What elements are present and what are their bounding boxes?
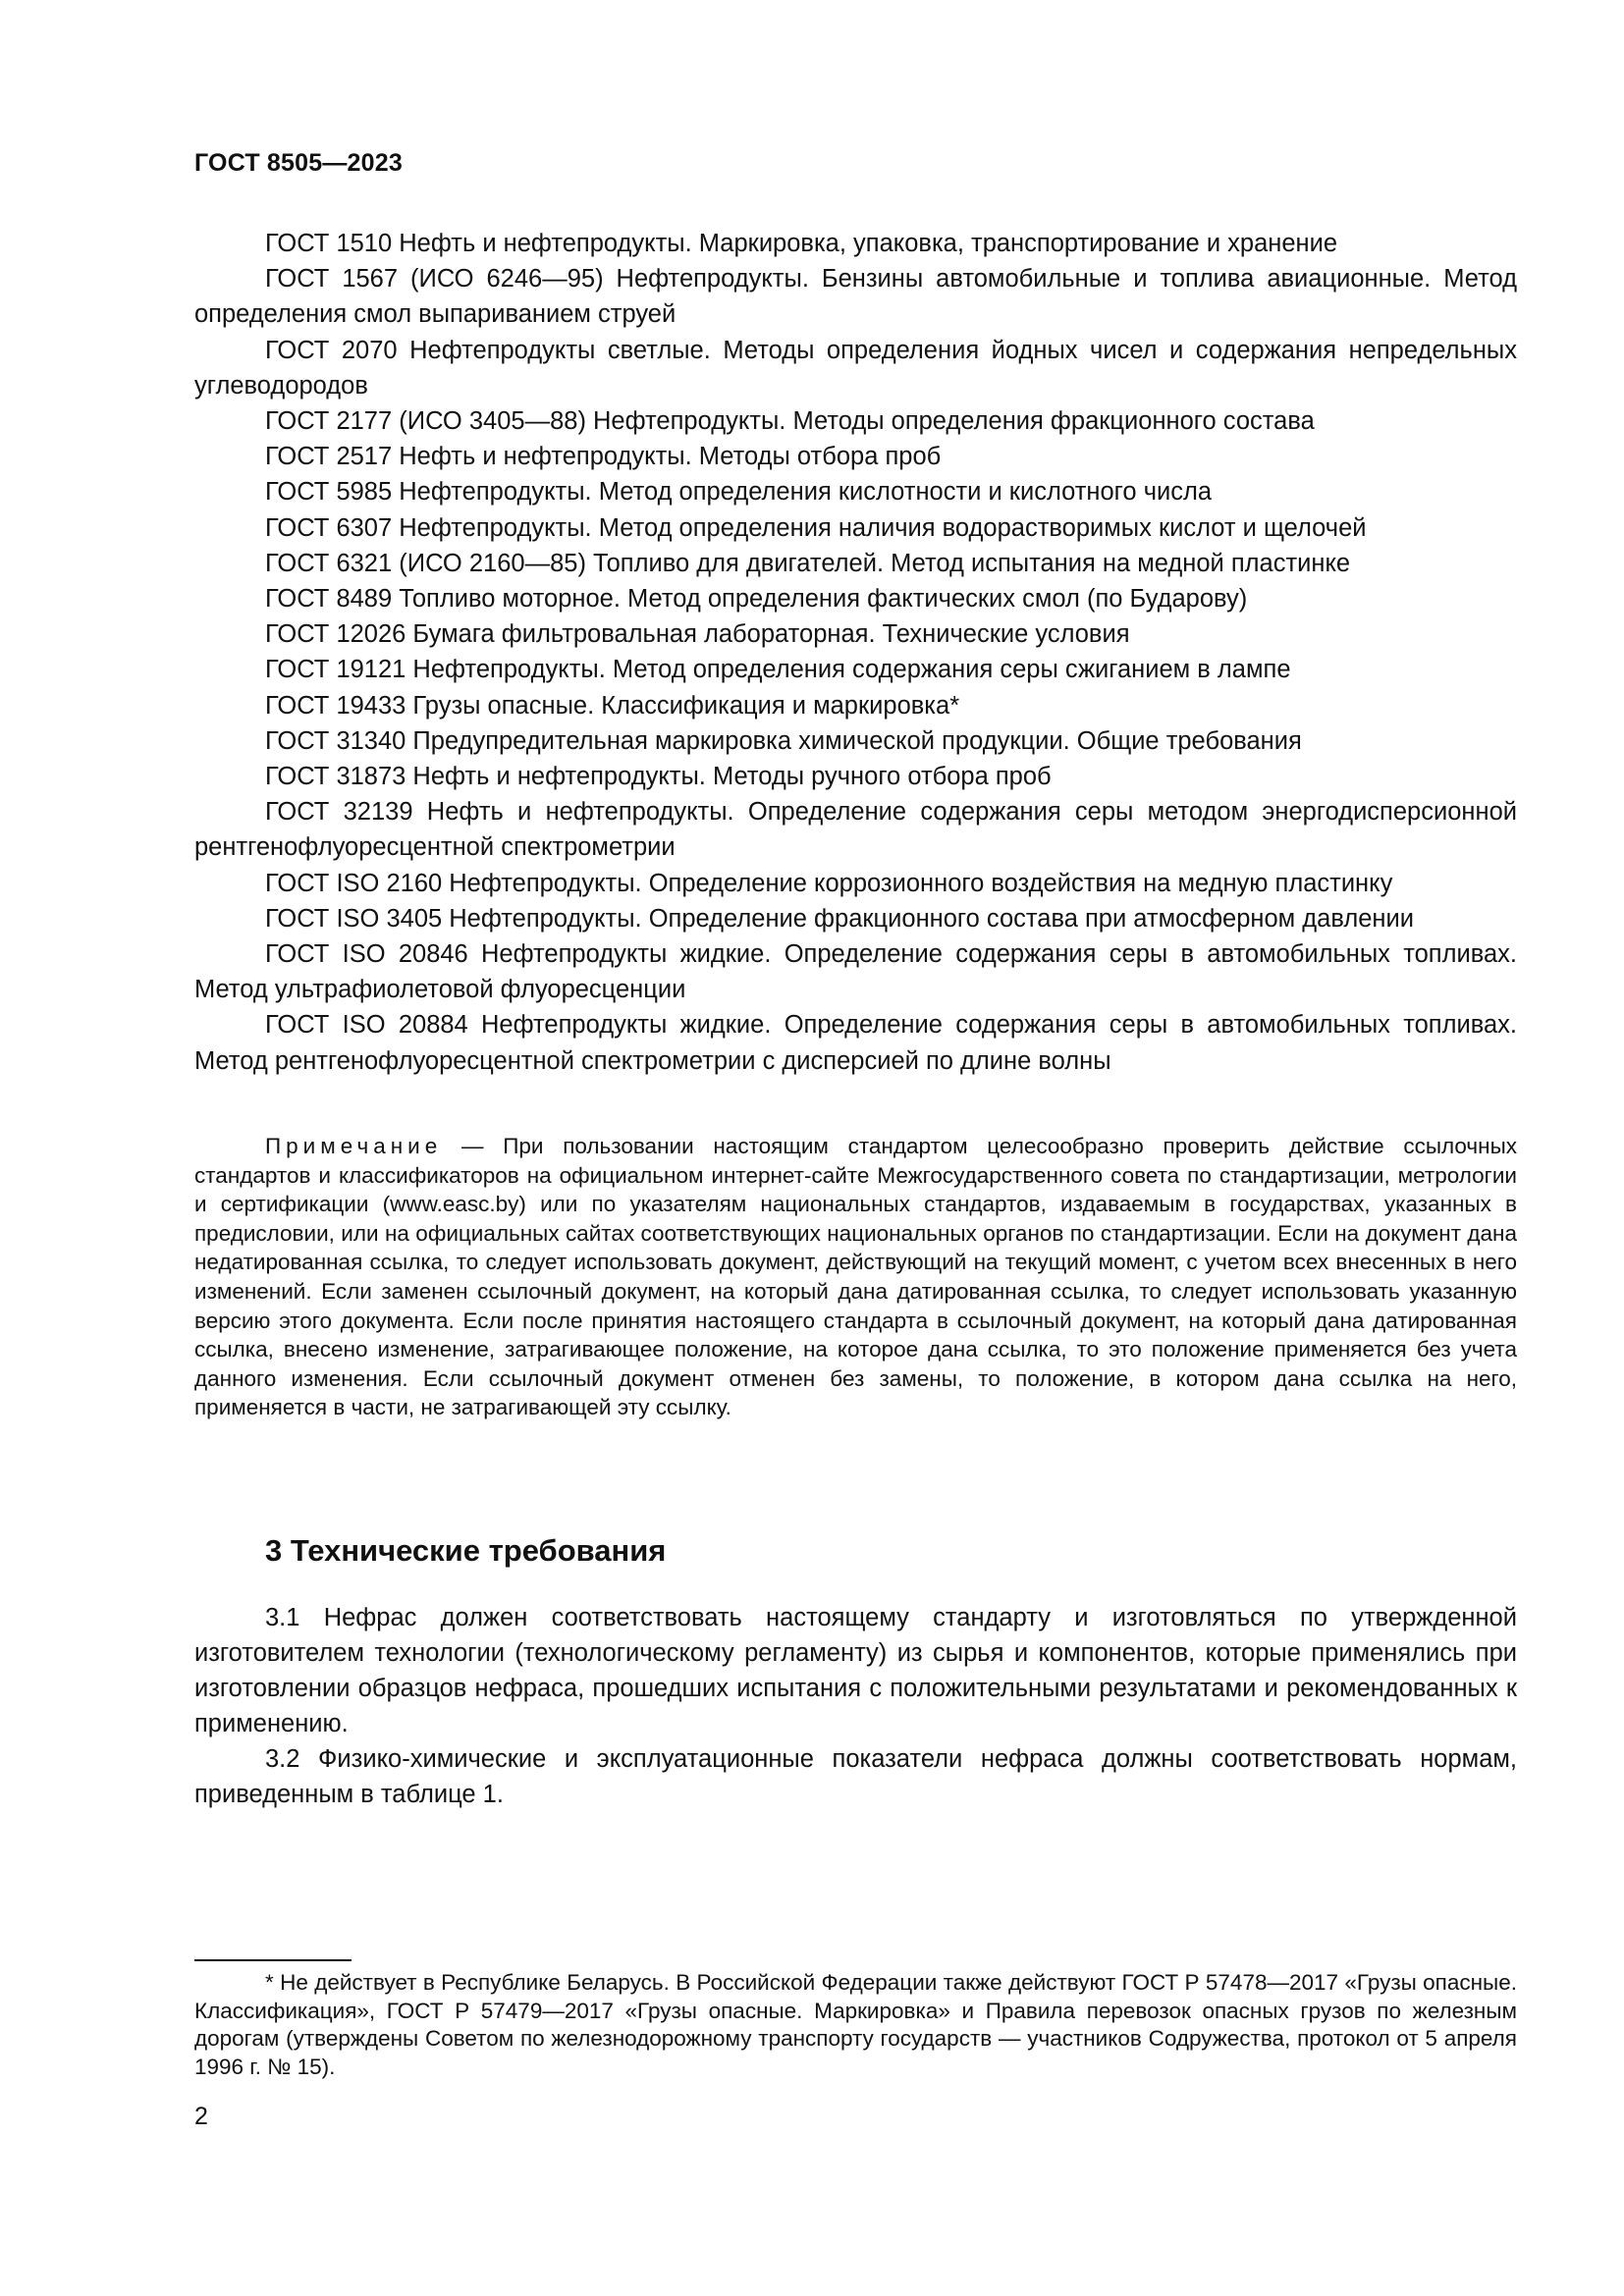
reference-item: ГОСТ 6307 Нефтепродукты. Метод определения наличия водорастворимых кислот и щелочей [265, 513, 1367, 542]
note-label: Примечание [265, 1134, 443, 1158]
footnote: * Не действует в Республике Беларусь. В Российской Федерации также действуют ГОСТ Р 57478—2017 «Грузы опасные. Классификация», ГОСТ Р 57479—2017 «Грузы опасные. Маркировка» и Правила перевозок опасных грузов по железным дорогам (утверждены Советом по железнодорожному транспорту государств — участников Содружества, протокол от 5 апреля 1996 г. № 15). [194, 1970, 1517, 2079]
section-paragraph: 3.2 Физико-химические и эксплуатационные показатели нефраса должны соответствовать нормам, приведенным в таблице 1. [194, 1745, 1517, 1808]
normative-references-list [194, 226, 1517, 1079]
reference-item: ГОСТ 2177 (ИСО 3405—88) Нефтепродукты. Методы определения фракционного состава [265, 407, 1315, 436]
reference-item: ГОСТ 19121 Нефтепродукты. Метод определения содержания серы сжиганием в лампе [265, 656, 1291, 684]
reference-item: ГОСТ 31873 Нефть и нефтепродукты. Методы ручного отбора проб [265, 763, 1052, 791]
section-title: 3 Технические требования [265, 1533, 667, 1568]
page-number: 2 [194, 2103, 208, 2130]
note-text: — При пользовании настоящим стандартом целесообразно проверить действие ссылочных стандартов и классификаторов на официальном интернет-сайте Межгосударственного совета по стандартизации, метрологии и сертификации (www.easc.by) или по указателям национальных стандартов, издаваемым в государствах, указанных в предисловии, или на официальных сайтах соответствующих национальных органов по стандартизации. Если на документ дана недатированная ссылка, то следует использовать документ, действующий на текущий момент, с учетом всех внесенных в него изменений. Если заменен ссылочный документ, на который дана датированная ссылка, то следует использовать указанную версию этого документа. Если после принятия настоящего стандарта в ссылочный документ, на который дана датированная ссылка, внесено изменение, затрагивающее положение, на которое дана ссылка, то это положение применяется без учета данного изменения. Если ссылочный документ отменен без замены, то положение, в котором дана ссылка на него, применяется в части, не затрагивающей эту ссылку. [194, 1134, 1517, 1420]
reference-item: ГОСТ 8489 Топливо моторное. Метод определения фактических смол (по Бударову) [265, 585, 1248, 614]
document-header: ГОСТ 8505—2023 [194, 149, 403, 177]
reference-item: ГОСТ 19433 Грузы опасные. Классификация и маркировка* [265, 691, 960, 720]
reference-item: ГОСТ ISO 2160 Нефтепродукты. Определение коррозионного воздействия на медную пластинку [265, 869, 1393, 897]
reference-item: ГОСТ 32139 Нефть и нефтепродукты. Определение содержания серы методом энергодисперсионной рентгенофлуоресцентной спектрометрии [194, 798, 1517, 862]
reference-item: ГОСТ 1510 Нефть и нефтепродукты. Маркировка, упаковка, транспортирование и хранение [265, 230, 1338, 257]
section-paragraph: 3.1 Нефрас должен соответствовать настоящему стандарту и изготовляться по утвержденной изготовителем технологии (технологическому регламенту) из сырья и компонентов, которые применялись при изготовлении образцов нефраса, прошедших испытания с положительными результатами и рекомендованных к применению. [194, 1604, 1517, 1737]
reference-item: ГОСТ 6321 (ИСО 2160—85) Топливо для двигателей. Метод испытания на медной пластинке [265, 549, 1351, 577]
reference-item: ГОСТ 2070 Нефтепродукты светлые. Методы определения йодных чисел и содержания непредельных углеводородов [194, 336, 1517, 400]
reference-item: ГОСТ ISO 3405 Нефтепродукты. Определение фракционного состава при атмосферном давлении [265, 904, 1414, 933]
reference-item: ГОСТ 31340 Предупредительная маркировка химической продукции. Общие требования [265, 726, 1302, 755]
reference-item: ГОСТ 12026 Бумага фильтровальная лабораторная. Технические условия [265, 620, 1130, 649]
reference-item: ГОСТ 5985 Нефтепродукты. Метод определения кислотности и кислотного числа [265, 478, 1213, 507]
footnote-separator [194, 1959, 352, 1961]
note-paragraph [194, 1132, 1517, 1422]
reference-item: ГОСТ 2517 Нефть и нефтепродукты. Методы отбора проб [265, 443, 942, 471]
reference-item: ГОСТ ISO 20846 Нефтепродукты жидкие. Определение содержания серы в автомобильных топливах. Метод ультрафиолетовой флуоресценции [194, 940, 1517, 1004]
section-body [194, 1600, 1517, 1812]
reference-item: ГОСТ 1567 (ИСО 6246—95) Нефтепродукты. Бензины автомобильные и топлива авиационные. Метод определения смол выпариванием струей [194, 265, 1517, 329]
reference-item: ГОСТ ISO 20884 Нефтепродукты жидкие. Определение содержания серы в автомобильных топливах. Метод рентгенофлуоресцентной спектрометрии с дисперсией по длине волны [194, 1011, 1517, 1075]
